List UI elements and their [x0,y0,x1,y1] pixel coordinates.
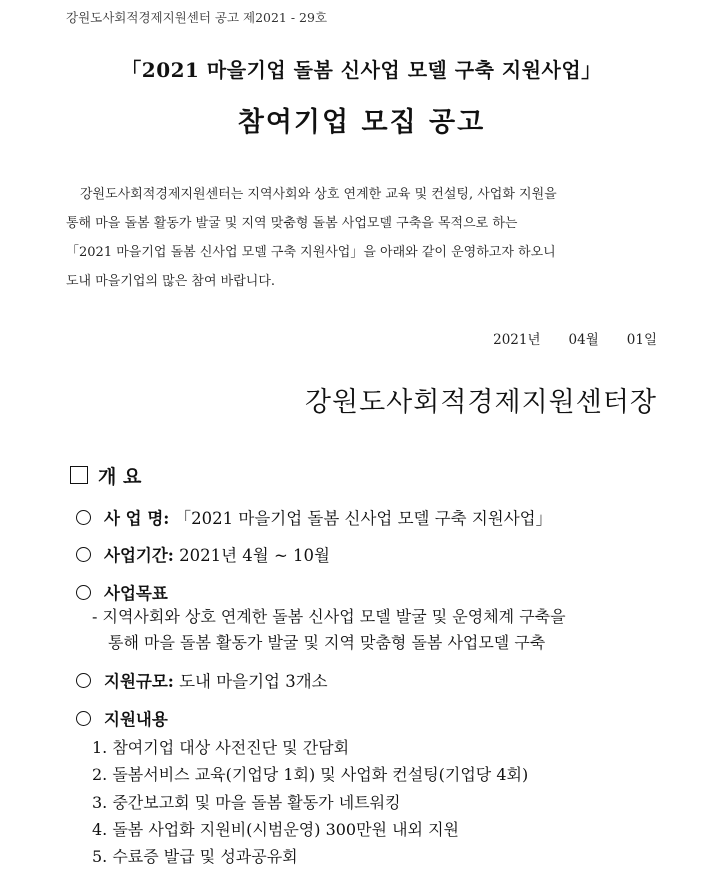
date-year: 2021년 [493,332,541,348]
item-label: 사 업 명: [104,509,170,528]
support-list-item: 4. 돌봄 사업화 지원비(시범운영) 300만원 내외 지원 [92,820,460,839]
item-label: 지원규모: [104,672,174,691]
support-list-item: 3. 중간보고회 및 마을 돌봄 활동가 네트워킹 [92,793,401,812]
intro-paragraph [66,180,656,296]
date-month: 04월 [568,332,599,348]
overview-item-project-name [76,505,552,529]
notice-reference-number: 강원도사회적경제지원센터 공고 제2021 - 29호 [66,10,328,25]
item-value: 「2021 마을기업 돌봄 신사업 모델 구축 지원사업」 [174,509,553,528]
item-label: 지원내용 [104,710,168,729]
item-label: 사업기간: [104,546,174,565]
overview-item-scale [76,668,328,692]
intro-line: 통해 마을 돌봄 활동가 발굴 및 지역 맞춤형 돌봄 사업모델 구축을 목적으로 하는 [66,216,518,231]
section-heading-label: 개 요 [98,466,142,488]
item-value: 2021년 4월 ~ 10월 [179,546,330,565]
signer-name: 강원도사회적경제지원센터장 [304,387,657,418]
notice-date [493,328,657,348]
overview-item-period [76,542,330,566]
goal-detail-line: 통해 마을 돌봄 활동가 발굴 및 지역 맞춤형 돌봄 사업모델 구축 [108,633,546,652]
square-bullet-icon [70,466,88,484]
item-value: 도내 마을기업 3개소 [179,672,328,691]
overview-item-support [76,706,168,730]
section-heading-overview [70,462,141,489]
circle-bullet-icon [76,711,91,726]
circle-bullet-icon [76,673,91,688]
intro-line: 「2021 마을기업 돌봄 신사업 모델 구축 지원사업」을 아래와 같이 운영하고자 하오니 [66,245,556,260]
notice-title-line2: 참여기업 모집 공고 [237,107,486,138]
notice-title-line1: 「2021 마을기업 돌봄 신사업 모델 구축 지원사업」 [121,58,602,82]
circle-bullet-icon [76,510,91,525]
goal-detail [92,604,566,656]
support-list-item: 2. 돌봄서비스 교육(기업당 1회) 및 사업화 컨설팅(기업당 4회) [92,765,529,784]
support-list-item: 5. 수료증 발급 및 성과공유회 [92,847,298,866]
intro-line: 도내 마을기업의 많은 참여 바랍니다. [66,274,276,289]
item-label: 사업목표 [104,584,168,603]
circle-bullet-icon [76,585,91,600]
circle-bullet-icon [76,547,91,562]
intro-line: 강원도사회적경제지원센터는 지역사회와 상호 연계한 교육 및 컨설팅, 사업화 지원을 [80,187,557,202]
overview-item-goal [76,580,168,604]
support-list-item: 1. 참여기업 대상 사전진단 및 간담회 [92,738,350,757]
goal-detail-line: - 지역사회와 상호 연계한 돌봄 신사업 모델 발굴 및 운영체계 구축을 [92,607,566,626]
date-day: 01일 [626,332,657,348]
